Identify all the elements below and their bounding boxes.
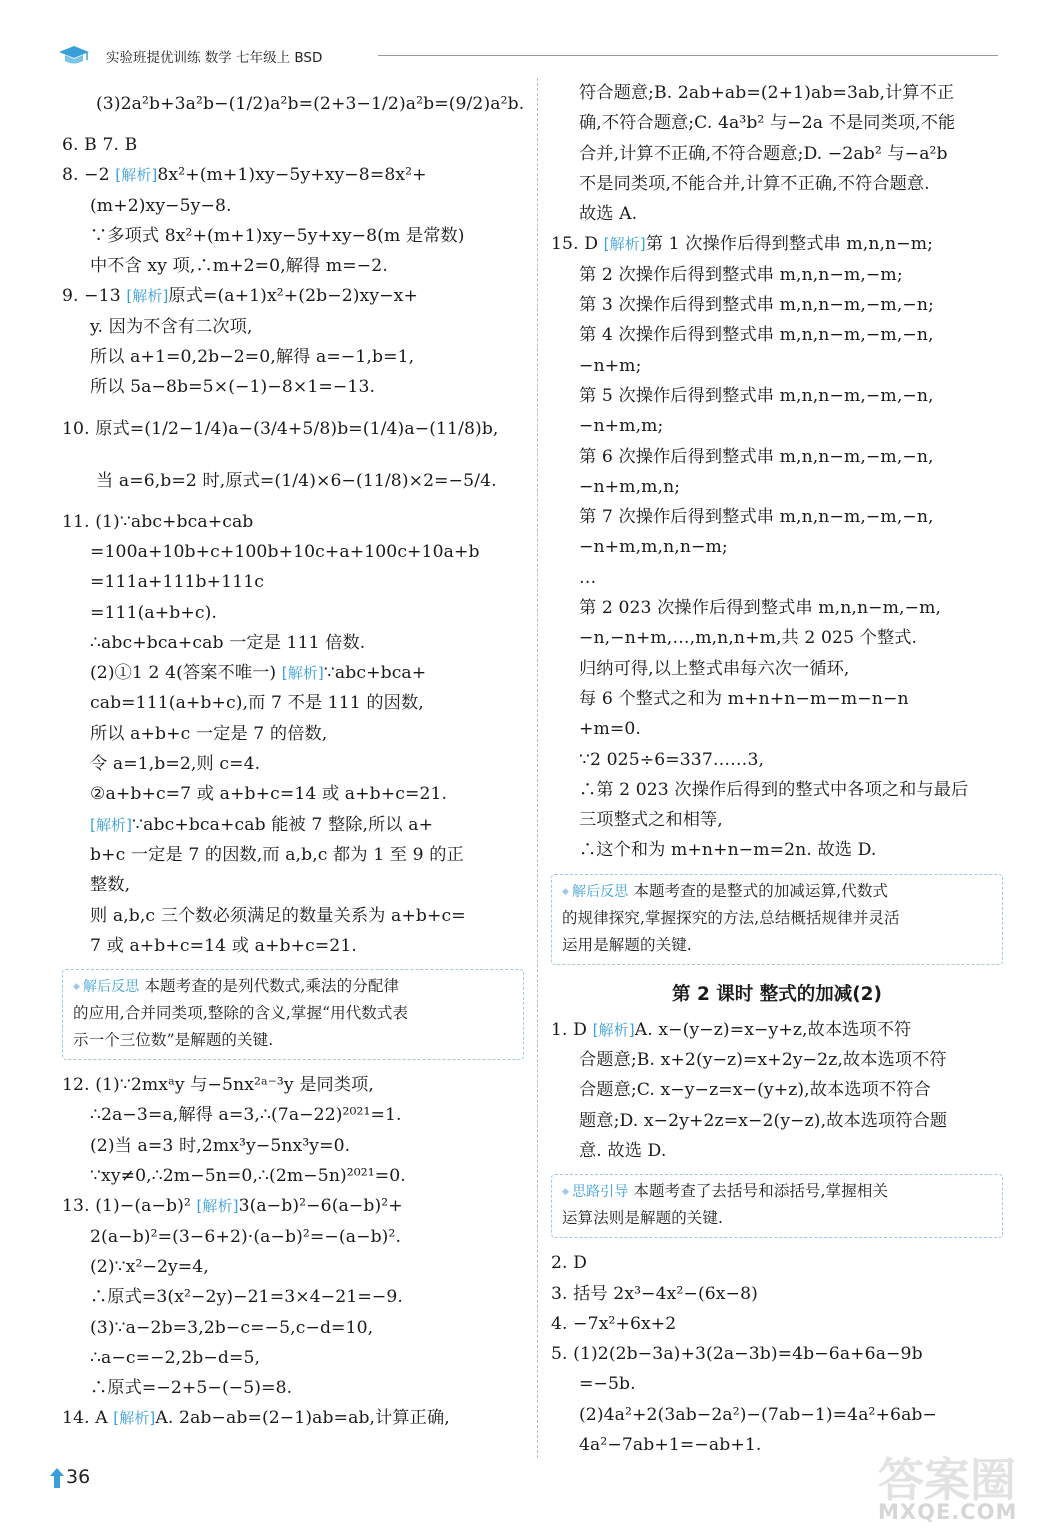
answer-line (551, 260, 1003, 290)
reflection-line: 示一个三位数”是解题的关键. (73, 1031, 274, 1050)
answer-text: 3. 括号 2x³−4x²−(6x−8) (551, 1283, 758, 1304)
answer-text: 第 6 次操作后得到整式串 m,n,n−m,−m,−n, (579, 446, 934, 467)
answer-line (551, 1136, 1003, 1166)
answer-line (551, 472, 1003, 502)
answer-line (62, 251, 524, 281)
answer-line (551, 1339, 1003, 1369)
left-answer-lines (62, 78, 524, 961)
answer-text: 4a²−7ab+1=−ab+1. (579, 1434, 762, 1455)
answer-line (62, 1191, 524, 1221)
answer-text: (2)①1 2 4(答案不唯一) (90, 663, 282, 684)
header-title: 实验班提优训练 数学 七年级上 BSD (106, 50, 323, 66)
analysis-tag: [解析] (196, 1197, 239, 1216)
answer-text: ∴a−c=−2,2b−d=5, (90, 1347, 261, 1368)
answer-text: (2)当 a=3 时,2mx³y−5nx³y=0. (90, 1135, 351, 1156)
answer-text: (2)4a²+2(3ab−2a²)−(7ab−1)=4a²+6ab− (579, 1404, 938, 1425)
answer-text: 6. B 7. B (62, 135, 138, 155)
answer-line (551, 1106, 1003, 1136)
answer-text: (3)2a²b+3a²b−(1/2)a²b=(2+3−1/2)a²b=(9/2)a²b. (96, 94, 524, 114)
answer-text: ∴原式=3(x²−2y)−21=3×4−21=−9. (90, 1287, 403, 1308)
answer-text: −n+m,m,n,n−m; (579, 537, 728, 558)
answer-text: 合题意;B. x+2(y−z)=x+2y−2z,故本选项不符 (579, 1050, 947, 1071)
watermark-glyphs: 答案圈 (878, 1453, 1016, 1507)
answer-text: 13. (1)−(a−b)² (62, 1196, 197, 1217)
answer-line (62, 719, 524, 749)
answer-line (62, 840, 524, 870)
answer-text: ∴abc+bca+cab 一定是 111 倍数. (90, 632, 366, 653)
reflection-line: 本题考查的是整式的加减运算,代数式 (633, 881, 889, 900)
reflection-line: 运用是解题的关键. (562, 935, 692, 954)
answer-line (62, 1313, 524, 1343)
answer-text: (m+2)xy−5y−8. (90, 195, 232, 216)
answer-line (551, 593, 1003, 623)
answer-line (62, 1403, 524, 1433)
answer-text: 确,不符合题意;C. 4a³b² 与−2a 不是同类项,不能 (579, 113, 956, 134)
analysis-tag: [解析] (281, 664, 324, 683)
answer-line (62, 1070, 524, 1100)
answer-line (62, 130, 524, 160)
answer-text: −n+m,m,n; (579, 476, 681, 497)
answer-line (551, 320, 1003, 350)
answer-text: −n+m; (579, 355, 642, 376)
answer-text: 第 2 次操作后得到整式串 m,n,n−m,−m; (579, 264, 903, 285)
answer-text: 第 5 次操作后得到整式串 m,n,n−m,−m,−n, (579, 385, 934, 406)
answer-line (62, 312, 524, 342)
answer-text: 15. D (551, 234, 604, 255)
answer-text: =100a+10b+c+100b+10c+a+100c+10a+b (90, 541, 480, 562)
answer-line (551, 623, 1003, 653)
hint-line: 本题考查了去括号和添括号,掌握相关 (633, 1182, 889, 1201)
answer-line (551, 502, 1003, 532)
answer-text: 14. A (62, 1408, 114, 1429)
answer-text: 10. 原式=(1/2−1/4)a−(3/4+5/8)b=(1/4)a−(11/8)b, (62, 418, 499, 439)
answer-text: 归纳可得,以上整式串每六次一循环, (579, 658, 850, 679)
answer-line (551, 442, 1003, 472)
answer-text: 8x²+(m+1)xy−5y+xy−8=8x²+ (157, 165, 427, 186)
answer-line (62, 455, 524, 507)
answer-line (62, 598, 524, 628)
graduation-cap-icon (58, 44, 90, 66)
answer-text: y. 因为不含有二次项, (90, 316, 253, 337)
answer-line (62, 191, 524, 221)
analysis-tag: [解析] (115, 166, 158, 185)
answer-text: 4. −7x²+6x+2 (551, 1313, 677, 1334)
answer-text: ∴2a−3=a,解得 a=3,∴(7a−22)²⁰²¹=1. (90, 1105, 402, 1126)
answer-line (551, 78, 1003, 108)
answer-text: 整数, (90, 875, 131, 896)
page-marker-icon (50, 1468, 64, 1488)
answer-text: ∴第 2 023 次操作后得到的整式中各项之和与最后 (579, 779, 969, 800)
answer-line (551, 1400, 1003, 1430)
answer-text: ∵abc+bca+cab 能被 7 整除,所以 a+ (132, 814, 434, 835)
answer-text: ∵xy≠0,∴2m−5n=0,∴(2m−5n)²⁰²¹=0. (90, 1166, 406, 1187)
answer-line (62, 901, 524, 931)
analysis-tag: [解析] (90, 815, 133, 834)
column-divider (537, 78, 538, 1458)
answer-line (551, 1309, 1003, 1339)
answer-text: A. 2ab−ab=(2−1)ab=ab,计算正确, (155, 1408, 450, 1429)
answer-line (62, 688, 524, 718)
answer-text: =111(a+b+c). (90, 602, 217, 623)
answer-text: 题意;D. x−2y+2z=x−2(y−z),故本选项符合题 (579, 1110, 948, 1131)
answer-line (62, 1131, 524, 1161)
right-answer-lines-3 (551, 1248, 1003, 1460)
answer-line (551, 1045, 1003, 1075)
answer-text: cab=111(a+b+c),而 7 不是 111 的因数, (90, 693, 424, 714)
answer-text: 11. (1)∵abc+bca+cab (62, 511, 254, 532)
answer-line (62, 1222, 524, 1252)
right-answer-lines (551, 78, 1003, 866)
answer-text: 合并,计算不正确,不符合题意;D. −2ab² 与−a²b (579, 143, 948, 164)
answer-text: 3(a−b)²−6(a−b)²+ (238, 1196, 403, 1217)
answer-line (62, 221, 524, 251)
answer-text: −n,−n+m,…,m,n,n+m,共 2 025 个整式. (579, 628, 918, 649)
watermark-text: MXQE.COM (878, 1500, 1018, 1524)
answer-text: 中不含 xy 项,∴m+2=0,解得 m=−2. (90, 256, 388, 277)
answer-line (62, 507, 524, 537)
page-number: 36 (66, 1466, 91, 1488)
answer-text: (2)∵x²−2y=4, (90, 1256, 209, 1277)
answer-text: 所以 5a−8b=5×(−1)−8×1=−13. (90, 377, 376, 398)
reflection-line: 的规律探究,掌握探究的方法,总结概括规律并灵活 (562, 908, 900, 927)
answer-line (551, 532, 1003, 562)
answer-line (551, 290, 1003, 320)
answer-line (551, 835, 1003, 865)
answer-line (551, 745, 1003, 775)
answer-text: (3)∵a−2b=3,2b−c=−5,c−d=10, (90, 1317, 374, 1338)
answer-text: … (579, 567, 597, 588)
answer-text: 令 a=1,b=2,则 c=4. (90, 754, 261, 775)
analysis-tag: [解析] (603, 235, 646, 254)
answer-line (62, 537, 524, 567)
answer-text: 第 7 次操作后得到整式串 m,n,n−m,−m,−n, (579, 507, 934, 528)
left-answer-lines-2 (62, 1070, 524, 1434)
answer-text: =−5b. (579, 1374, 636, 1395)
right-reflection-box (551, 874, 1003, 965)
answer-line (551, 1248, 1003, 1278)
answer-text: +m=0. (579, 719, 641, 740)
answer-text: 不是同类项,不能合并,计算不正确,不符合题意. (579, 173, 930, 194)
hint-line: 运算法则是解题的关键. (562, 1209, 724, 1228)
answer-line (62, 779, 524, 809)
answer-text: 所以 a+b+c 一定是 7 的倍数, (90, 723, 328, 744)
answer-text: 意. 故选 D. (579, 1140, 667, 1161)
answer-line (62, 342, 524, 372)
hint-tag: ◆ 思路引导 (562, 1184, 628, 1200)
answer-text: 第 2 023 次操作后得到整式串 m,n,n−m,−m, (579, 598, 942, 619)
answer-text: 1. D (551, 1019, 593, 1040)
answer-line (551, 1369, 1003, 1399)
answer-text: 故选 A. (579, 204, 638, 225)
answer-line (551, 199, 1003, 229)
answer-line (62, 1373, 524, 1403)
answer-line (551, 169, 1003, 199)
answer-line (62, 78, 524, 130)
answer-line (551, 229, 1003, 259)
answer-line (551, 654, 1003, 684)
answer-line (62, 658, 524, 688)
answer-text: 9. −13 (62, 286, 127, 307)
answer-line (62, 1282, 524, 1312)
right-hint-box (551, 1174, 1003, 1238)
answer-text: ∵abc+bca+ (323, 663, 427, 684)
answer-text: 第 1 次操作后得到整式串 m,n,n−m; (645, 234, 934, 255)
answer-line (62, 567, 524, 597)
answer-line (551, 1015, 1003, 1045)
answer-line (62, 810, 524, 840)
answer-line (551, 805, 1003, 835)
answer-line (62, 160, 524, 190)
answer-line (551, 351, 1003, 381)
answer-text: 符合题意;B. 2ab+ab=(2+1)ab=3ab,计算不正 (579, 83, 955, 103)
answer-text: ∵2 025÷6=337……3, (579, 749, 765, 770)
reflection-tag: ◆ 解后反思 (562, 884, 628, 900)
answer-line (551, 139, 1003, 169)
answer-text: 第 3 次操作后得到整式串 m,n,n−m,−m,−n; (579, 295, 934, 316)
answer-line (551, 1075, 1003, 1105)
header-rule (378, 55, 998, 56)
answer-line (62, 931, 524, 961)
answer-text: 7 或 a+b+c=14 或 a+b+c=21. (90, 935, 357, 956)
answer-text: 所以 a+1=0,2b−2=0,解得 a=−1,b=1, (90, 347, 415, 368)
answer-line (62, 1252, 524, 1282)
answer-text: ∴原式=−2+5−(−5)=8. (90, 1378, 293, 1399)
reflection-tag: ◆ 解后反思 (73, 979, 139, 995)
answer-line (62, 870, 524, 900)
answer-line (551, 775, 1003, 805)
answer-text: 第 4 次操作后得到整式串 m,n,n−m,−m,−n, (579, 325, 934, 346)
page-header (58, 40, 998, 70)
answer-line (62, 372, 524, 402)
left-reflection-box (62, 969, 524, 1060)
answer-text: ∵多项式 8x²+(m+1)xy−5y+xy−8(m 是常数) (90, 225, 465, 246)
answer-text: 5. (1)2(2b−3a)+3(2a−3b)=4b−6a+6a−9b (551, 1344, 923, 1365)
right-answer-lines-2 (551, 1015, 1003, 1166)
right-column (551, 78, 1003, 1460)
answer-text: 原式=(a+1)x²+(2b−2)xy−x+ (168, 286, 418, 307)
section-title: 第 2 课时 整式的加减(2) (672, 983, 882, 1005)
answer-text: =111a+111b+111c (90, 572, 264, 593)
analysis-tag: [解析] (126, 287, 169, 306)
answer-text: 则 a,b,c 三个数必须满足的数量关系为 a+b+c= (90, 905, 466, 926)
answer-line (62, 1161, 524, 1191)
answer-line (62, 403, 524, 455)
reflection-line: 本题考查的是列代数式,乘法的分配律 (144, 977, 400, 996)
answer-text: 每 6 个整式之和为 m+n+n−m−m−n−n (579, 688, 909, 709)
answer-line (62, 1100, 524, 1130)
analysis-tag: [解析] (592, 1020, 635, 1039)
answer-line (551, 563, 1003, 593)
answer-text: 当 a=6,b=2 时,原式=(1/4)×6−(11/8)×2=−5/4. (96, 470, 497, 491)
answer-text: ∴这个和为 m+n+n−m=2n. 故选 D. (579, 840, 877, 861)
answer-line (62, 281, 524, 311)
reflection-line: 的应用,合并同类项,整除的含义,掌握“用代数式表 (73, 1004, 409, 1023)
answer-line (551, 411, 1003, 441)
answer-text: −n+m,m; (579, 416, 664, 437)
answer-text: ②a+b+c=7 或 a+b+c=14 或 a+b+c=21. (90, 784, 448, 805)
answer-line (551, 714, 1003, 744)
answer-text: 2. D (551, 1253, 588, 1274)
left-column (62, 78, 524, 1434)
answer-line (551, 1279, 1003, 1309)
answer-text: A. x−(y−z)=x−y+z,故本选项不符 (634, 1019, 912, 1040)
answer-line (551, 381, 1003, 411)
answer-line (62, 628, 524, 658)
answer-text: 8. −2 (62, 165, 116, 186)
answer-line (551, 684, 1003, 714)
answer-line (551, 108, 1003, 138)
answer-text: 2(a−b)²=(3−6+2)·(a−b)²=−(a−b)². (90, 1226, 402, 1247)
analysis-tag: [解析] (113, 1409, 156, 1428)
answer-text: b+c 一定是 7 的因数,而 a,b,c 都为 1 至 9 的正 (90, 844, 464, 865)
answer-text: 三项整式之和相等, (579, 810, 723, 831)
answer-text: 合题意;C. x−y−z=x−(y+z),故本选项不符合 (579, 1080, 931, 1101)
answer-line (62, 749, 524, 779)
answer-line (62, 1343, 524, 1373)
answer-text: 12. (1)∵2mxᵃy 与−5nx²ᵃ⁻³y 是同类项, (62, 1075, 374, 1096)
